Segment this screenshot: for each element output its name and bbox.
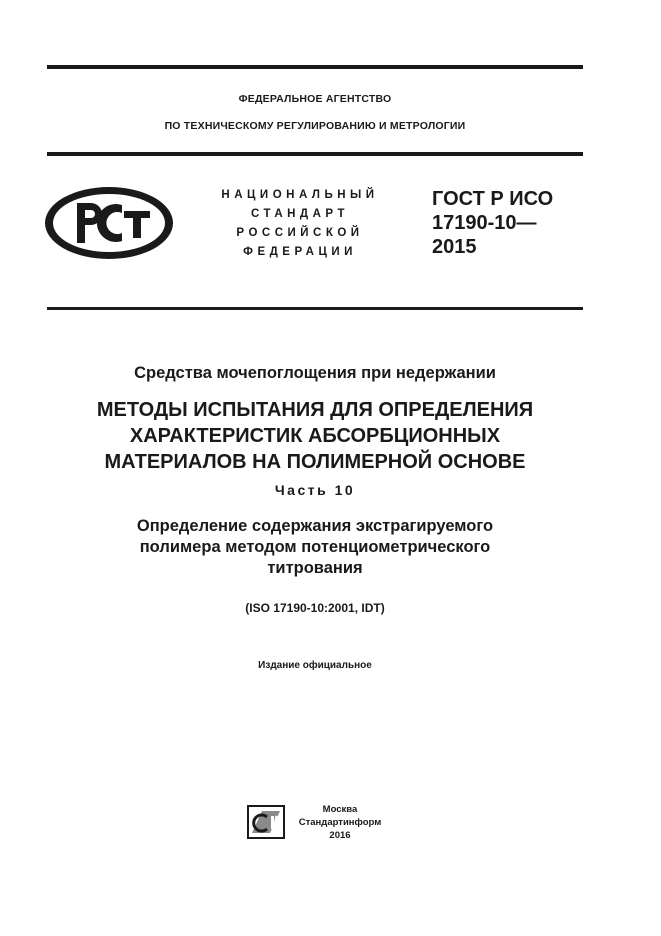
- subject-line-2: полимера методом потенциометрического: [139, 538, 491, 556]
- iso-reference: (ISO 17190-10:2001, IDT): [245, 601, 385, 615]
- agency-line-1: ФЕДЕРАЛЬНОЕ АГЕНТСТВО: [238, 93, 392, 105]
- publisher-year: 2016: [329, 830, 351, 841]
- title-line-3: МАТЕРИАЛОВ НА ПОЛИМЕРНОЙ ОСНОВЕ: [104, 451, 526, 473]
- title-block-rule: [47, 307, 583, 310]
- standartinform-logo-icon: [247, 805, 285, 839]
- title-line-1: МЕТОДЫ ИСПЫТАНИЯ ДЛЯ ОПРЕДЕЛЕНИЯ: [96, 399, 534, 421]
- publisher-city: Москва: [322, 804, 358, 815]
- standard-type-line-1: НАЦИОНАЛЬНЫЙ: [221, 189, 379, 201]
- rst-emblem-icon: [42, 184, 176, 262]
- designation-line-2: 17190-10—: [432, 212, 537, 234]
- standard-type-line-4: ФЕДЕРАЦИИ: [243, 246, 357, 258]
- part-label: Часть 10: [274, 482, 356, 498]
- standard-designation: [432, 187, 553, 259]
- header-rule: [47, 152, 583, 156]
- part-subject: [47, 516, 583, 579]
- agency-line-2: ПО ТЕХНИЧЕСКОМУ РЕГУЛИРОВАНИЮ И МЕТРОЛОГИИ: [164, 120, 466, 132]
- subject-line-1: Определение содержания экстрагируемого: [136, 517, 494, 535]
- standard-type: [200, 186, 400, 262]
- top-rule: [47, 65, 583, 69]
- document-title: [47, 397, 583, 475]
- standard-type-line-2: СТАНДАРТ: [251, 208, 349, 220]
- edition-note: Издание официальное: [258, 660, 372, 671]
- designation-line-1: ГОСТ Р ИСО: [432, 188, 554, 210]
- designation-line-3: 2015: [432, 236, 477, 258]
- publisher-name: Стандартинформ: [298, 817, 382, 828]
- document-subtitle: Средства мочепоглощения при недержании: [134, 364, 496, 382]
- title-line-2: ХАРАКТЕРИСТИК АБСОРБЦИОННЫХ: [129, 425, 501, 447]
- publisher-imprint: [290, 803, 390, 842]
- standard-type-line-3: РОССИЙСКОЙ: [236, 227, 364, 239]
- subject-line-3: титрования: [267, 559, 363, 577]
